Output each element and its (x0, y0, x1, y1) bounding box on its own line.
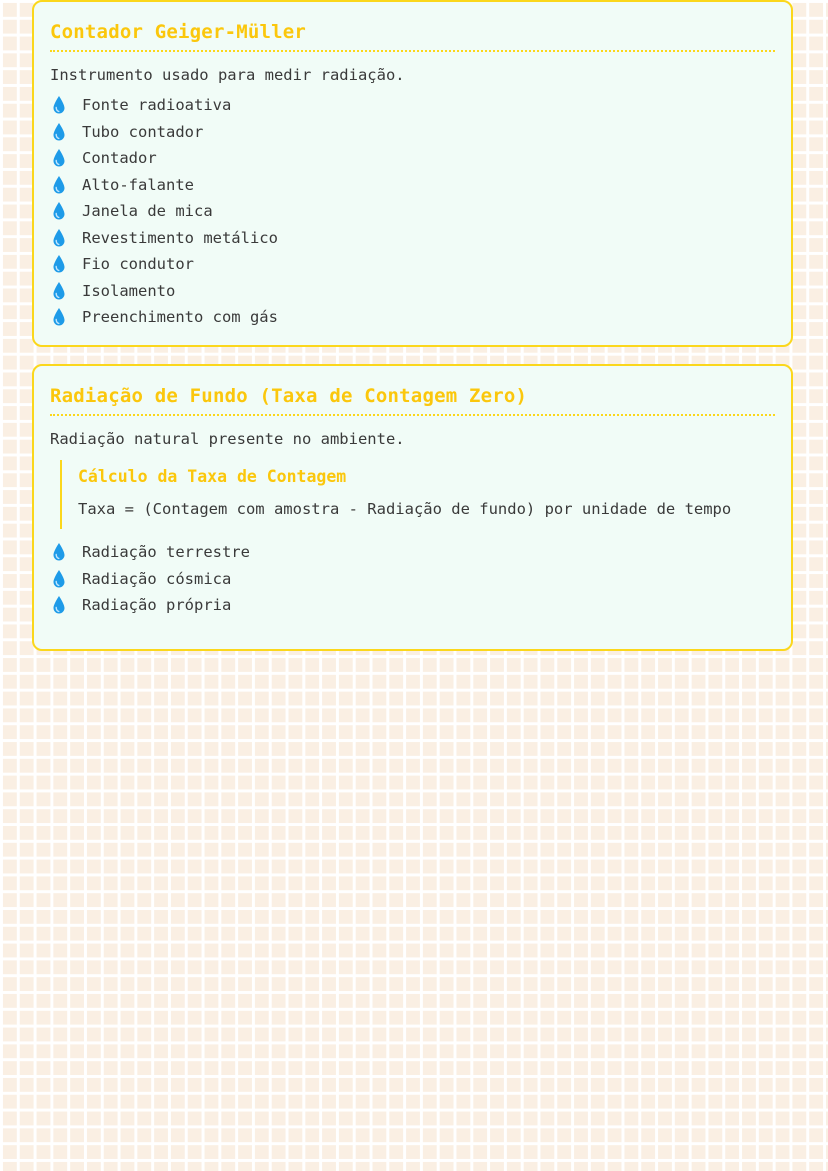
list-item (50, 566, 775, 593)
subsection-title: Cálculo da Taxa de Contagem (78, 467, 347, 486)
water-drop-icon (52, 95, 66, 115)
list-item-label: Revestimento metálico (82, 228, 278, 247)
list-item (50, 592, 775, 619)
list-item-label: Radiação cósmica (82, 569, 232, 588)
list-item (50, 278, 775, 305)
list-item (50, 304, 775, 331)
section-card-geiger-muller (32, 0, 793, 347)
list-item (50, 198, 775, 225)
water-drop-icon (52, 228, 66, 248)
list-item (50, 92, 775, 119)
subsection-formula: Taxa = (Contagem com amostra - Radiação de fundo) por unidade de tempo (78, 500, 732, 518)
water-drop-icon (52, 307, 66, 327)
water-drop-icon (52, 542, 66, 562)
list-item (50, 251, 775, 278)
water-drop-icon (52, 254, 66, 274)
list-item-label: Alto-falante (82, 175, 194, 194)
list-item-label: Preenchimento com gás (82, 308, 278, 326)
water-drop-icon (52, 595, 66, 615)
list-item (50, 119, 775, 146)
list-item-label: Tubo contador (82, 122, 204, 141)
list-item (50, 145, 775, 172)
list-item (50, 172, 775, 199)
list-item (50, 539, 775, 566)
list-item-label: Isolamento (82, 281, 176, 300)
section-card-background-radiation (32, 364, 793, 651)
section-description: Radiação natural presente no ambiente. (50, 430, 405, 448)
water-drop-icon (52, 148, 66, 168)
section-title: Radiação de Fundo (Taxa de Contagem Zero) (50, 384, 775, 416)
list-item-label: Fonte radioativa (82, 96, 232, 114)
list-item-label: Radiação terrestre (82, 543, 250, 561)
list-item-label: Fio condutor (82, 255, 194, 273)
list-item-label: Contador (82, 149, 157, 167)
water-drop-icon (52, 281, 66, 301)
section-description: Instrumento usado para medir radiação. (50, 66, 405, 84)
water-drop-icon (52, 569, 66, 589)
list-item-label: Radiação própria (82, 596, 232, 614)
count-rate-calculation-box (60, 460, 775, 529)
component-list (50, 92, 775, 331)
water-drop-icon (52, 201, 66, 221)
radiation-source-list (50, 539, 775, 619)
section-title: Contador Geiger-Müller (50, 20, 775, 52)
list-item (50, 225, 775, 252)
water-drop-icon (52, 175, 66, 195)
water-drop-icon (52, 122, 66, 142)
list-item-label: Janela de mica (82, 202, 213, 220)
